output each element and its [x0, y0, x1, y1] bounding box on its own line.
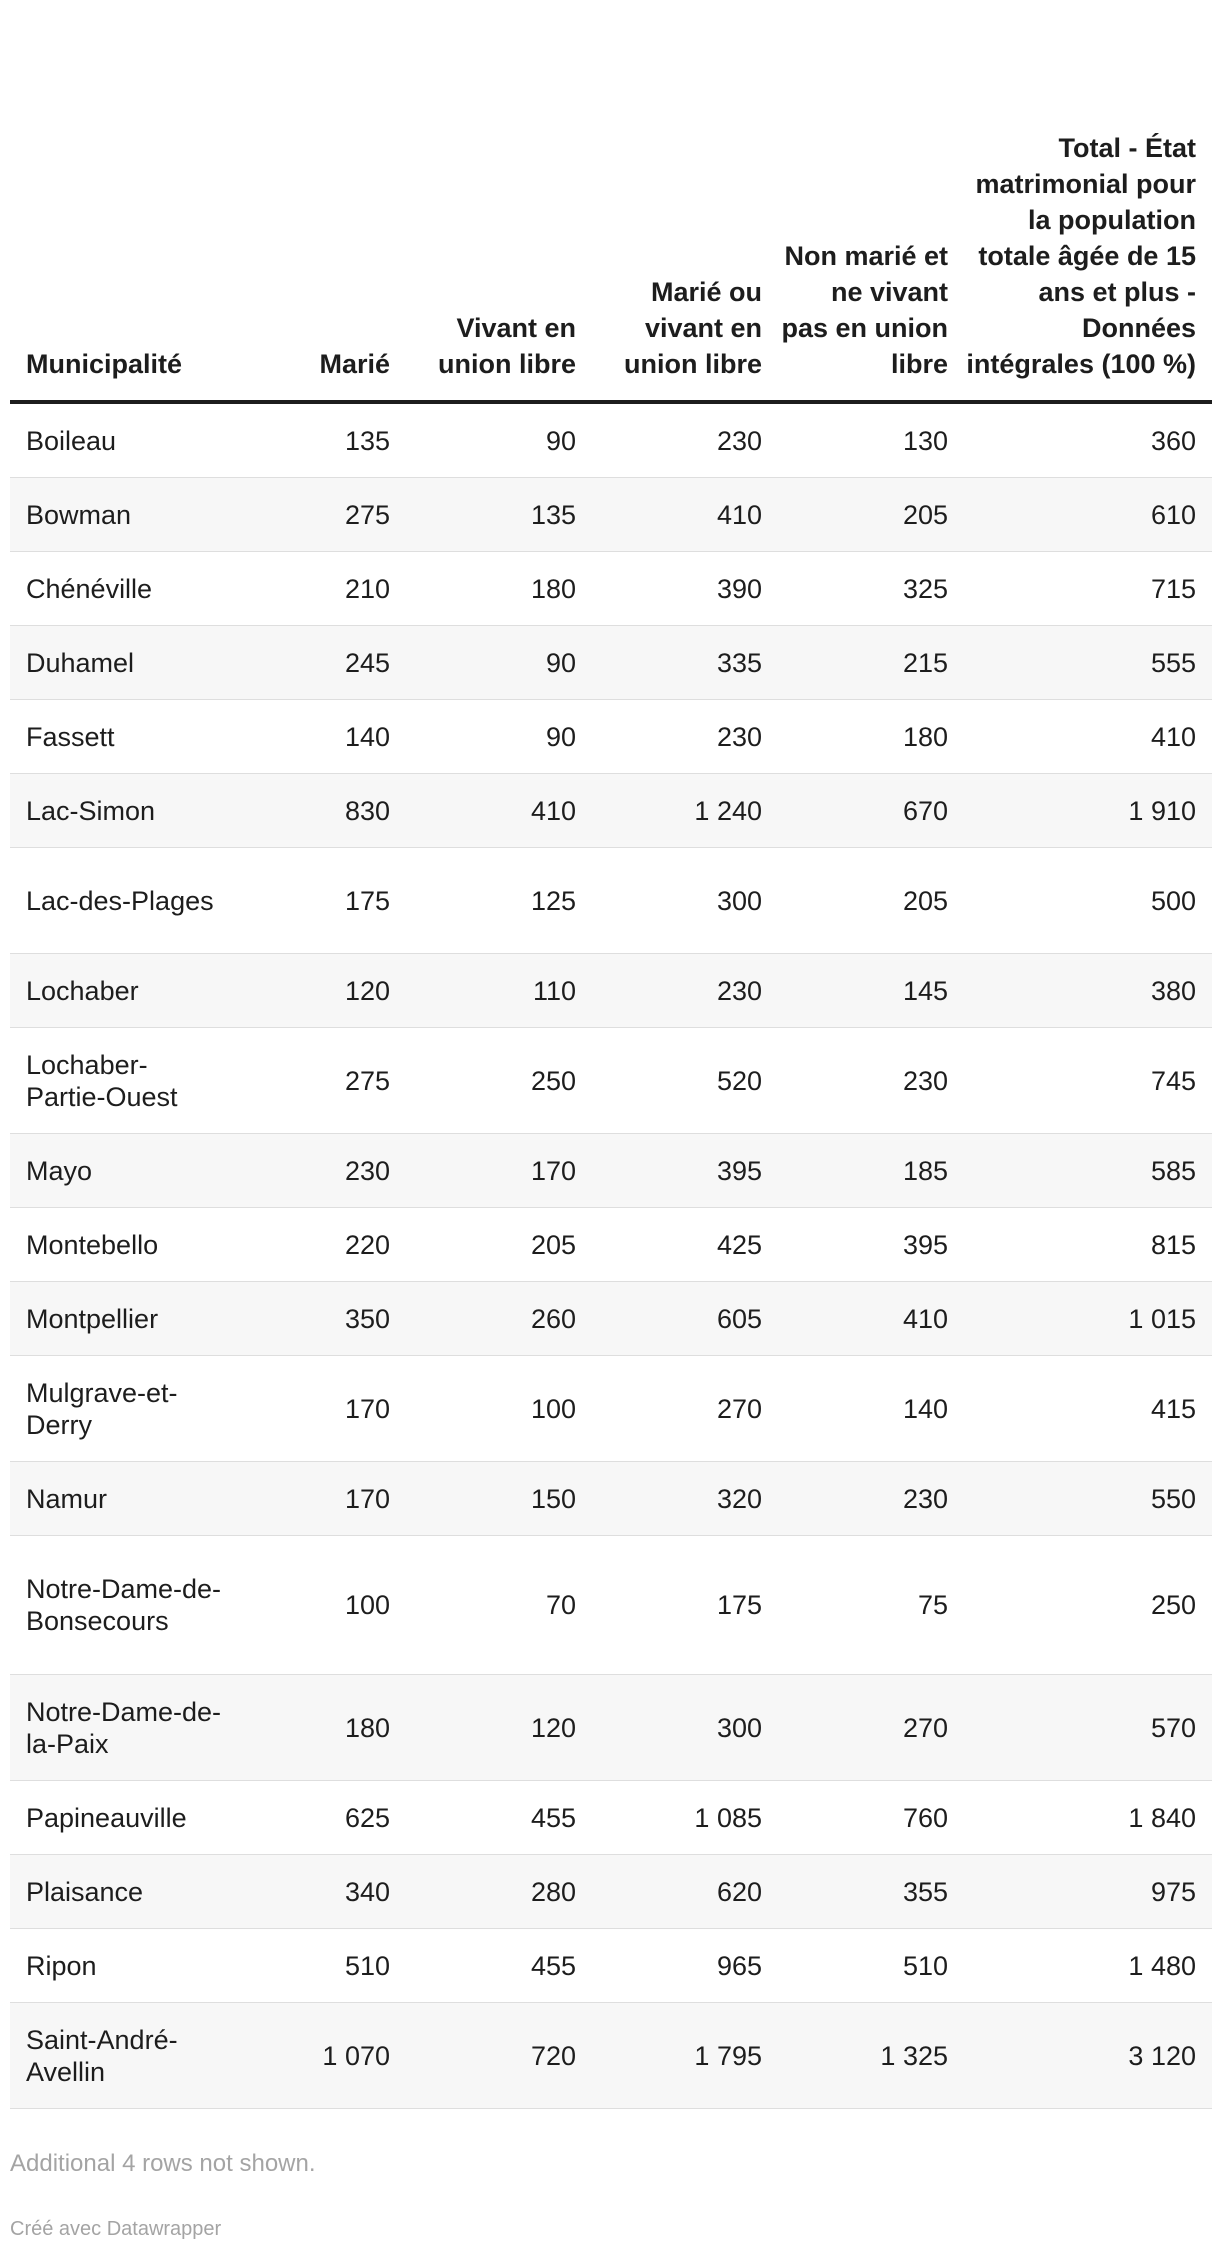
cell-marie: 340: [240, 1855, 406, 1929]
cell-marie-ou-union: 965: [592, 1929, 778, 2003]
cell-non-marie: 130: [778, 402, 964, 478]
cell-non-marie: 180: [778, 700, 964, 774]
cell-municipalite: Montpellier: [10, 1282, 240, 1356]
cell-marie-ou-union: 230: [592, 954, 778, 1028]
table-row: [10, 1028, 1212, 1134]
table-row: [10, 1929, 1212, 2003]
cell-marie-ou-union: 605: [592, 1282, 778, 1356]
cell-marie-ou-union: 1 795: [592, 2003, 778, 2109]
cell-marie: 170: [240, 1356, 406, 1462]
cell-marie: 135: [240, 402, 406, 478]
table-row: [10, 1134, 1212, 1208]
cell-marie-ou-union: 230: [592, 402, 778, 478]
cell-non-marie: 205: [778, 478, 964, 552]
cell-non-marie: 185: [778, 1134, 964, 1208]
cell-marie: 180: [240, 1675, 406, 1781]
cell-non-marie: 1 325: [778, 2003, 964, 2109]
cell-municipalite: Mayo: [10, 1134, 240, 1208]
cell-union-libre: 90: [406, 402, 592, 478]
cell-union-libre: 180: [406, 552, 592, 626]
cell-marie: 275: [240, 478, 406, 552]
cell-marie: 100: [240, 1536, 406, 1675]
cell-marie: 275: [240, 1028, 406, 1134]
cell-union-libre: 205: [406, 1208, 592, 1282]
cell-union-libre: 100: [406, 1356, 592, 1462]
cell-municipalite: Plaisance: [10, 1855, 240, 1929]
cell-municipalite: Notre-Dame-de-Bonsecours: [10, 1536, 240, 1675]
cell-municipalite: Duhamel: [10, 626, 240, 700]
cell-total: 360: [964, 402, 1212, 478]
cell-total: 555: [964, 626, 1212, 700]
cell-marie: 830: [240, 774, 406, 848]
table-row: [10, 848, 1212, 954]
table-row: [10, 478, 1212, 552]
cell-union-libre: 110: [406, 954, 592, 1028]
cell-marie-ou-union: 335: [592, 626, 778, 700]
cell-marie: 120: [240, 954, 406, 1028]
cell-total: 815: [964, 1208, 1212, 1282]
rows-not-shown-note: Additional 4 rows not shown.: [10, 2150, 316, 2177]
column-header-total[interactable]: Total - État matrimonial pour la population totale âgée de 15 ans et plus - Données intégrales (100 %): [964, 0, 1212, 402]
cell-total: 3 120: [964, 2003, 1212, 2109]
cell-union-libre: 260: [406, 1282, 592, 1356]
cell-non-marie: 75: [778, 1536, 964, 1675]
cell-marie: 220: [240, 1208, 406, 1282]
cell-municipalite: Notre-Dame-de-la-Paix: [10, 1675, 240, 1781]
table-row: [10, 954, 1212, 1028]
cell-marie: 350: [240, 1282, 406, 1356]
cell-union-libre: 170: [406, 1134, 592, 1208]
cell-non-marie: 670: [778, 774, 964, 848]
table-row: [10, 1855, 1212, 1929]
cell-non-marie: 215: [778, 626, 964, 700]
cell-municipalite: Lochaber-Partie-Ouest: [10, 1028, 240, 1134]
cell-marie: 1 070: [240, 2003, 406, 2109]
cell-union-libre: 280: [406, 1855, 592, 1929]
cell-municipalite: Boileau: [10, 402, 240, 478]
table-row: [10, 1462, 1212, 1536]
cell-non-marie: 410: [778, 1282, 964, 1356]
table-row: [10, 1356, 1212, 1462]
cell-marie: 140: [240, 700, 406, 774]
cell-non-marie: 270: [778, 1675, 964, 1781]
cell-total: 1 910: [964, 774, 1212, 848]
cell-non-marie: 325: [778, 552, 964, 626]
cell-marie-ou-union: 300: [592, 848, 778, 954]
cell-total: 415: [964, 1356, 1212, 1462]
cell-marie-ou-union: 320: [592, 1462, 778, 1536]
cell-marie: 210: [240, 552, 406, 626]
cell-municipalite: Fassett: [10, 700, 240, 774]
cell-marie-ou-union: 395: [592, 1134, 778, 1208]
cell-municipalite: Lac-des-Plages: [10, 848, 240, 954]
table-row: [10, 2003, 1212, 2109]
cell-union-libre: 250: [406, 1028, 592, 1134]
cell-union-libre: 150: [406, 1462, 592, 1536]
data-table: [10, 0, 1212, 2109]
cell-union-libre: 720: [406, 2003, 592, 2109]
cell-union-libre: 125: [406, 848, 592, 954]
cell-municipalite: Papineauville: [10, 1781, 240, 1855]
header-row: [10, 0, 1212, 402]
cell-municipalite: Lac-Simon: [10, 774, 240, 848]
cell-non-marie: 230: [778, 1028, 964, 1134]
cell-municipalite: Bowman: [10, 478, 240, 552]
cell-marie-ou-union: 270: [592, 1356, 778, 1462]
cell-non-marie: 760: [778, 1781, 964, 1855]
cell-municipalite: Namur: [10, 1462, 240, 1536]
table-row: [10, 1675, 1212, 1781]
cell-marie: 625: [240, 1781, 406, 1855]
cell-total: 610: [964, 478, 1212, 552]
cell-marie: 170: [240, 1462, 406, 1536]
table-body: [10, 402, 1212, 2109]
cell-marie-ou-union: 1 085: [592, 1781, 778, 1855]
cell-total: 745: [964, 1028, 1212, 1134]
table-row: [10, 774, 1212, 848]
column-header-marie[interactable]: Marié: [240, 0, 406, 402]
cell-marie: 245: [240, 626, 406, 700]
cell-marie-ou-union: 390: [592, 552, 778, 626]
cell-union-libre: 135: [406, 478, 592, 552]
table-row: [10, 1208, 1212, 1282]
cell-municipalite: Chénéville: [10, 552, 240, 626]
table-row: [10, 1282, 1212, 1356]
cell-municipalite: Lochaber: [10, 954, 240, 1028]
cell-union-libre: 70: [406, 1536, 592, 1675]
cell-non-marie: 230: [778, 1462, 964, 1536]
cell-marie-ou-union: 175: [592, 1536, 778, 1675]
cell-union-libre: 120: [406, 1675, 592, 1781]
cell-marie-ou-union: 425: [592, 1208, 778, 1282]
table-row: [10, 402, 1212, 478]
cell-non-marie: 510: [778, 1929, 964, 2003]
cell-non-marie: 145: [778, 954, 964, 1028]
column-header-non-marie[interactable]: Non marié et ne vivant pas en union libre: [778, 0, 964, 402]
cell-municipalite: Ripon: [10, 1929, 240, 2003]
cell-total: 570: [964, 1675, 1212, 1781]
cell-union-libre: 90: [406, 700, 592, 774]
cell-marie-ou-union: 1 240: [592, 774, 778, 848]
cell-marie: 230: [240, 1134, 406, 1208]
cell-marie: 510: [240, 1929, 406, 2003]
table-row: [10, 626, 1212, 700]
cell-marie: 175: [240, 848, 406, 954]
cell-marie-ou-union: 620: [592, 1855, 778, 1929]
cell-total: 585: [964, 1134, 1212, 1208]
table-row: [10, 1536, 1212, 1675]
cell-municipalite: Montebello: [10, 1208, 240, 1282]
table-row: [10, 552, 1212, 626]
cell-union-libre: 455: [406, 1929, 592, 2003]
cell-non-marie: 395: [778, 1208, 964, 1282]
cell-total: 1 840: [964, 1781, 1212, 1855]
cell-total: 1 015: [964, 1282, 1212, 1356]
cell-non-marie: 140: [778, 1356, 964, 1462]
cell-total: 380: [964, 954, 1212, 1028]
cell-union-libre: 90: [406, 626, 592, 700]
cell-total: 500: [964, 848, 1212, 954]
column-header-municipalite[interactable]: Municipalité: [10, 0, 240, 402]
column-header-marie-ou-union[interactable]: Marié ou vivant en union libre: [592, 0, 778, 402]
cell-marie-ou-union: 410: [592, 478, 778, 552]
cell-total: 550: [964, 1462, 1212, 1536]
cell-total: 1 480: [964, 1929, 1212, 2003]
cell-municipalite: Saint-André-Avellin: [10, 2003, 240, 2109]
cell-non-marie: 205: [778, 848, 964, 954]
cell-union-libre: 410: [406, 774, 592, 848]
datawrapper-credit[interactable]: Créé avec Datawrapper: [10, 2218, 222, 2240]
cell-marie-ou-union: 230: [592, 700, 778, 774]
cell-non-marie: 355: [778, 1855, 964, 1929]
cell-total: 250: [964, 1536, 1212, 1675]
cell-total: 410: [964, 700, 1212, 774]
cell-total: 975: [964, 1855, 1212, 1929]
table-row: [10, 1781, 1212, 1855]
cell-total: 715: [964, 552, 1212, 626]
column-header-union-libre[interactable]: Vivant en union libre: [406, 0, 592, 402]
cell-marie-ou-union: 300: [592, 1675, 778, 1781]
cell-marie-ou-union: 520: [592, 1028, 778, 1134]
table-row: [10, 700, 1212, 774]
cell-union-libre: 455: [406, 1781, 592, 1855]
cell-municipalite: Mulgrave-et-Derry: [10, 1356, 240, 1462]
